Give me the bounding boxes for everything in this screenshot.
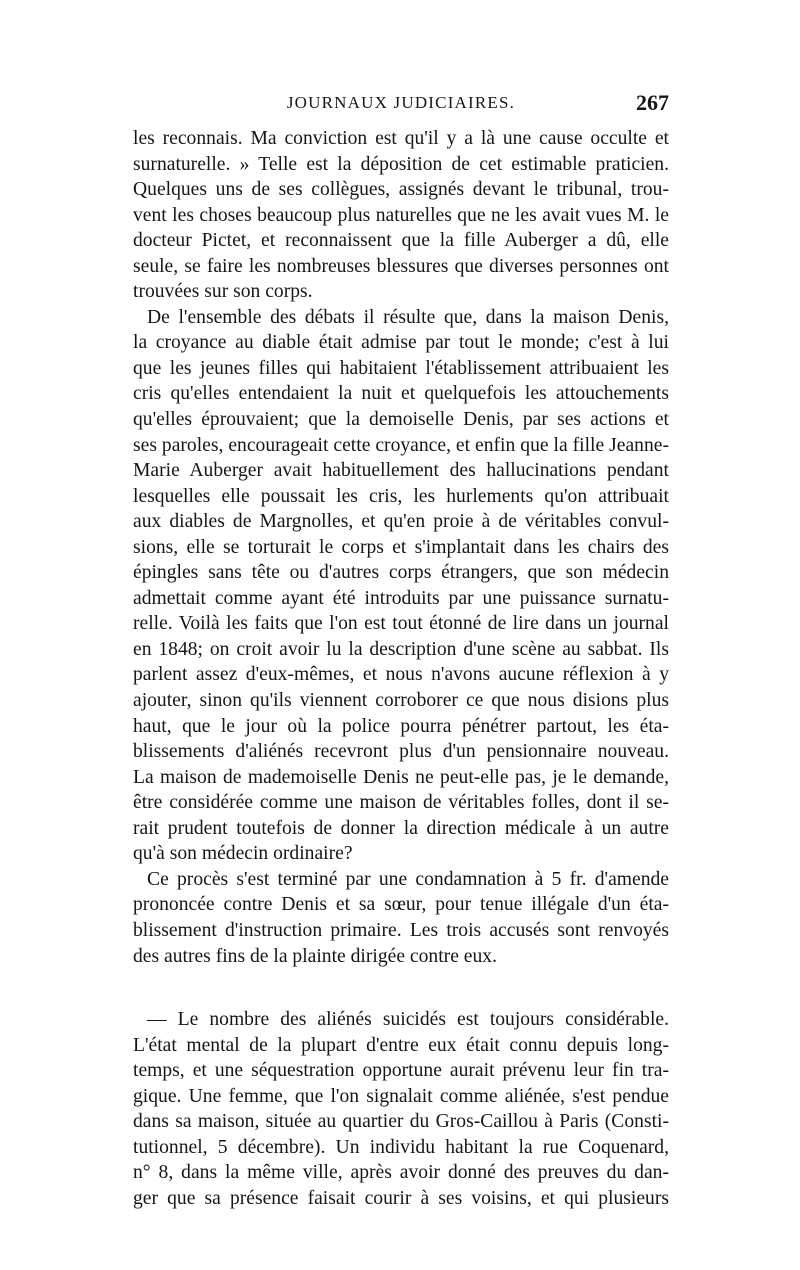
text-line: La maison de mademoiselle Denis ne peut-elle pas, je le demande, — [133, 766, 669, 788]
text-line: Ce procès s'est terminé par une condamnation à 5 fr. d'amende — [147, 868, 669, 890]
page-number: 267 — [636, 90, 669, 115]
text-line: des autres fins de la plainte dirigée contre eux. — [133, 945, 497, 967]
text-line: cris qu'elles entendaient la nuit et quelquefois les attouchements — [133, 383, 669, 405]
text-line: relle. Voilà les faits que l'on est tout étonné de lire dans un journal — [133, 613, 669, 635]
text-line: tutionnel, 5 décembre). Un individu habitant la rue Coquenard, — [133, 1136, 669, 1158]
text-line: L'état mental de la plupart d'entre eux était connu depuis long- — [133, 1034, 669, 1056]
body-text — [133, 126, 669, 1211]
running-head — [133, 88, 669, 118]
text-line: être considérée comme une maison de véritables folles, dont il se- — [133, 792, 669, 814]
text-line: blissement d'instruction primaire. Les trois accusés sont renvoyés — [133, 919, 669, 941]
text-line: surnaturelle. » Telle est la déposition de cet estimable praticien. — [133, 153, 669, 175]
text-line: parlent assez d'eux-mêmes, et nous n'avons aucune réflexion à y — [133, 664, 669, 686]
text-line: en 1848; on croit avoir lu la description d'une scène au sabbat. Ils — [133, 638, 669, 660]
paragraph-suicides — [133, 1007, 669, 1211]
text-line: Quelques uns de ses collègues, assignés devant le tribunal, trou- — [133, 179, 669, 201]
text-line: la croyance au diable était admise par tout le monde; c'est à lui — [133, 332, 669, 354]
text-line: — Le nombre des aliénés suicidés est toujours considérable. — [147, 1009, 669, 1031]
text-line: qu'elles éprouvaient; que la demoiselle Denis, par ses actions et — [133, 409, 669, 431]
text-line: trouvées sur son corps. — [133, 281, 313, 303]
text-line: dans sa maison, située au quartier du Gros-Caillou à Paris (Consti- — [133, 1111, 669, 1133]
text-line: gique. Une femme, que l'on signalait comme aliénée, s'est pendue — [133, 1085, 669, 1107]
text-line: prononcée contre Denis et sa sœur, pour tenue illégale d'un éta- — [133, 894, 669, 916]
text-line: épingles sans tête ou d'autres corps étrangers, que son médecin — [133, 562, 669, 584]
text-line: aux diables de Margnolles, et qu'en proie à de véritables convul- — [133, 511, 669, 533]
text-line: blissements d'aliénés recevront plus d'un pensionnaire nouveau. — [133, 741, 669, 763]
paragraph-debats — [133, 305, 669, 867]
section-gap — [133, 969, 669, 1007]
text-line: Marie Auberger avait habituellement des hallucinations pendant — [133, 460, 669, 482]
text-line: temps, et une séquestration opportune aurait prévenu leur fin tra- — [133, 1060, 669, 1082]
text-line: sions, elle se torturait le corps et s'implantait dans les chairs des — [133, 536, 669, 558]
text-line: De l'ensemble des débats il résulte que, dans la maison Denis, — [147, 306, 669, 328]
running-title: JOURNAUX JUDICIAIRES. — [286, 93, 516, 112]
text-line: rait prudent toutefois de donner la direction médicale à un autre — [133, 817, 669, 839]
text-line: ajouter, sinon qu'ils viennent corroborer ce que nous disions plus — [133, 690, 669, 712]
text-line: vent les choses beaucoup plus naturelles que ne les avait vues M. le — [133, 204, 669, 226]
paragraph-proces — [133, 867, 669, 969]
text-line: haut, que le jour où la police pourra pénétrer partout, les éta- — [133, 715, 669, 737]
text-line: seule, se faire les nombreuses blessures que diverses personnes ont — [133, 255, 669, 277]
text-line: n° 8, dans la même ville, après avoir donné des preuves du dan- — [133, 1162, 669, 1184]
text-line: lesquelles elle poussait les cris, les hurlements qu'on attribuait — [133, 485, 669, 507]
text-line: admettait comme ayant été introduits par une puissance surnatu- — [133, 587, 669, 609]
text-line: ses paroles, encourageait cette croyance, et enfin que la fille Jeanne- — [133, 434, 669, 456]
text-line: qu'à son médecin ordinaire? — [133, 843, 353, 865]
text-line: docteur Pictet, et reconnaissent que la fille Auberger a dû, elle — [133, 230, 669, 252]
text-line: ger que sa présence faisait courir à ses voisins, et qui plusieurs — [133, 1187, 669, 1209]
text-line: les reconnais. Ma conviction est qu'il y a là une cause occulte et — [133, 128, 669, 149]
paragraph-reconnais — [133, 126, 669, 305]
text-line: que les jeunes filles qui habitaient l'établissement attribuaient les — [133, 357, 669, 379]
